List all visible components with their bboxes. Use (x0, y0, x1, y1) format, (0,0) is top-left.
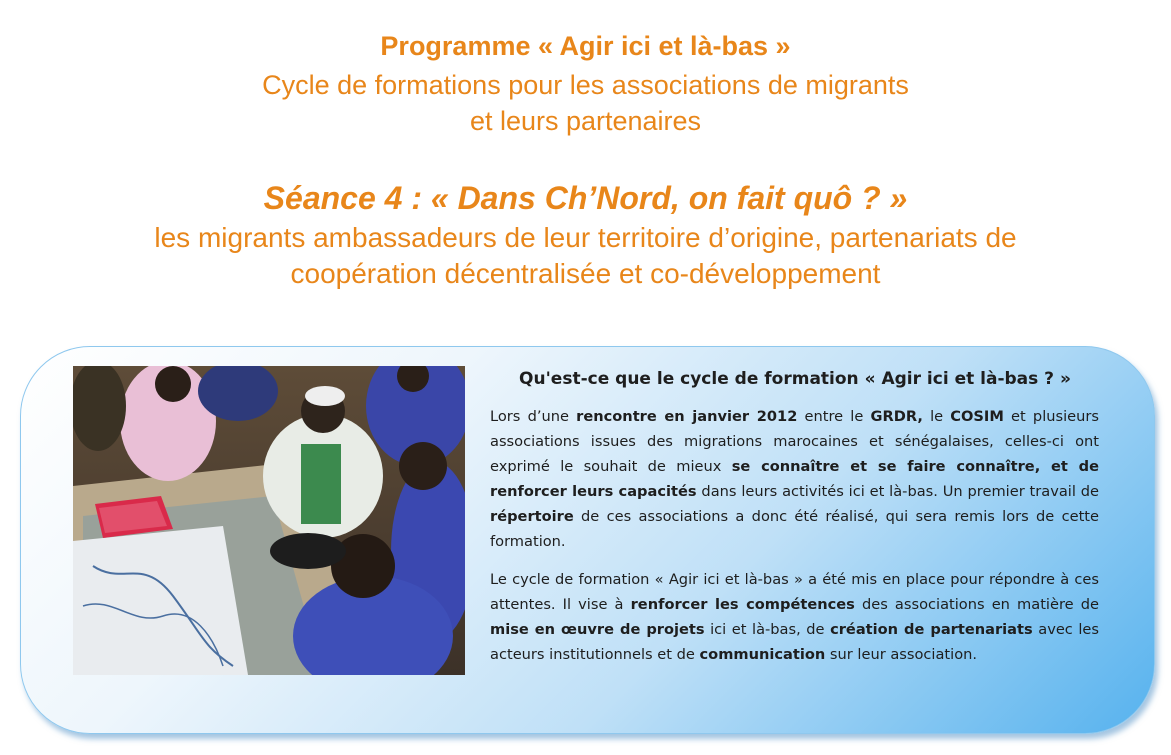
info-paragraph-1 (490, 404, 1099, 554)
p1-bold: se connaître et se faire connaître, et de renforcer leurs capacités (490, 458, 1100, 500)
p1-text: dans leurs activités ici et là-bas. Un premier travail de (696, 483, 1099, 500)
p2-text: Le cycle de formation « Agir ici et là-bas » a été mis en place pour répondre à ces attentes. Il vise à (490, 571, 1099, 613)
p2-bold: communication (699, 646, 826, 663)
p1-bold: GRDR, (870, 408, 923, 425)
p1-text: le (922, 408, 951, 425)
p2-bold: renforcer les compétences (630, 596, 855, 613)
program-subtitle (0, 67, 1171, 139)
info-title: Qu'est-ce que le cycle de formation « Agir ici et là-bas ? » (519, 369, 1071, 389)
session-title: Séance 4 : « Dans Ch’Nord, on fait quô ? » (263, 180, 908, 216)
session-subtitle-line-1: les migrants ambassadeurs de leur territoire d’origine, partenariats de (154, 222, 1017, 253)
p1-text: Lors d’une (490, 408, 577, 425)
p1-text: de ces associations a donc été réalisé, qui sera remis lors de cette formation. (490, 508, 1099, 550)
p1-bold: rencontre en janvier 2012 (576, 408, 798, 425)
p1-bold: COSIM (950, 408, 1004, 425)
group-meeting-photo (73, 366, 465, 675)
photo-illustration (73, 366, 465, 675)
p2-text: ici et là-bas, de (704, 621, 831, 638)
p1-text: et plusieurs associations issues des migrations marocaines et sénégalaises, celles-ci ont exprimé le souhait de mieux (490, 408, 1099, 475)
session-subtitle-line-2: coopération décentralisée et co-développement (290, 258, 881, 289)
p1-bold: répertoire (490, 508, 574, 525)
p2-bold: création de partenariats (830, 621, 1033, 638)
p2-text: des associations en matière de (854, 596, 1099, 613)
program-title: Programme « Agir ici et là-bas » (380, 31, 791, 61)
p2-text: sur leur association. (825, 646, 978, 663)
session-subtitle (0, 220, 1171, 292)
info-paragraph-2 (490, 567, 1099, 667)
p2-bold: mise en œuvre de projets (490, 621, 705, 638)
program-subtitle-line-2: et leurs partenaires (469, 106, 702, 136)
p1-text: entre le (797, 408, 871, 425)
p2-text: avec les acteurs institutionnels et de (490, 621, 1100, 663)
program-subtitle-line-1: Cycle de formations pour les associations de migrants (262, 70, 909, 100)
